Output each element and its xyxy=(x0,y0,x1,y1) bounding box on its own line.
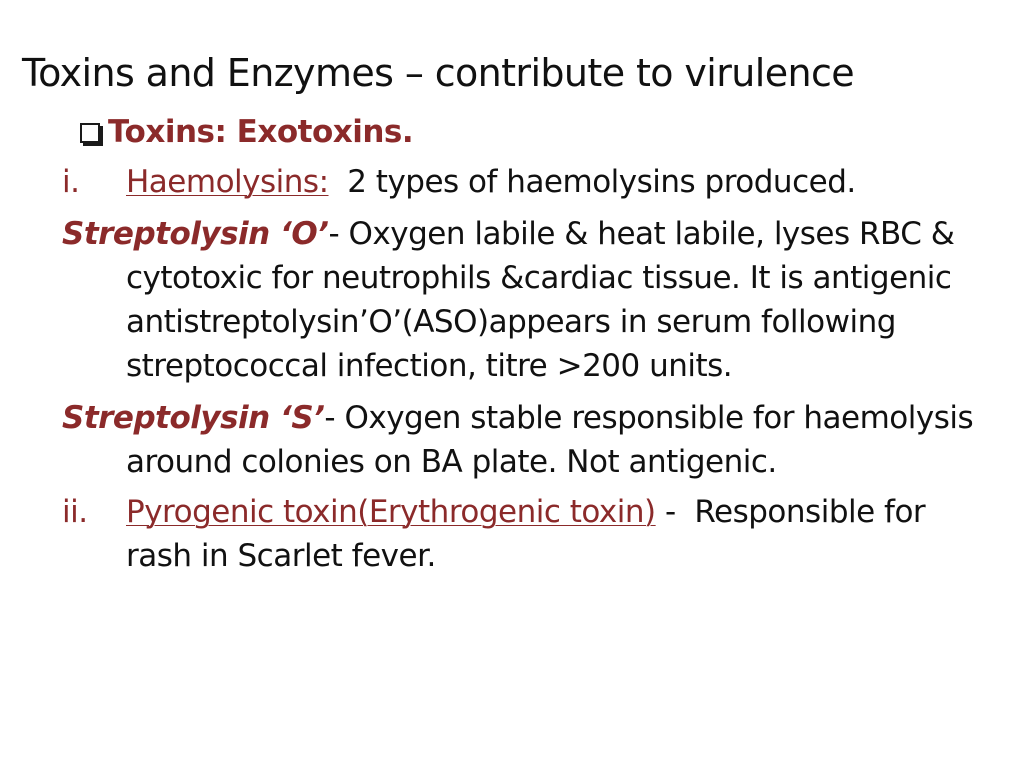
list-number: ii. xyxy=(62,494,88,530)
streptolysin-s-term: Streptolysin ‘S’ xyxy=(62,400,325,436)
checkbox-icon xyxy=(80,123,100,143)
list-item-haemolysins xyxy=(62,160,992,204)
pyrogenic-toxin-description: - Responsible for rash in Scarlet fever. xyxy=(126,494,935,574)
streptolysin-o-term: Streptolysin ‘O’ xyxy=(62,216,329,252)
pyrogenic-toxin-link[interactable]: Pyrogenic toxin(Erythrogenic toxin) xyxy=(126,494,656,530)
haemolysins-link[interactable]: Haemolysins: xyxy=(126,164,329,200)
haemolysins-description: 2 types of haemolysins produced. xyxy=(328,164,856,200)
streptolysin-o-description: - Oxygen labile & heat labile, lyses RBC & cytotoxic for neutrophils &cardiac tissue. It is antigenic antistreptolysin’O’(ASO)appears in serum following streptococcal infection, titre >200 units. xyxy=(126,216,955,384)
list-item-streptolysin-s xyxy=(62,396,992,484)
slide-title: Toxins and Enzymes – contribute to virulence xyxy=(22,51,855,95)
list-item-streptolysin-o xyxy=(62,212,992,388)
section-heading xyxy=(80,110,1010,154)
list-item-pyrogenic-toxin xyxy=(62,490,992,578)
slide-content xyxy=(62,110,992,578)
section-heading-text: Toxins: Exotoxins. xyxy=(108,114,414,150)
streptolysin-s-description: - Oxygen stable responsible for haemolysis around colonies on BA plate. Not antigenic. xyxy=(126,400,974,480)
list-number: i. xyxy=(62,164,80,200)
